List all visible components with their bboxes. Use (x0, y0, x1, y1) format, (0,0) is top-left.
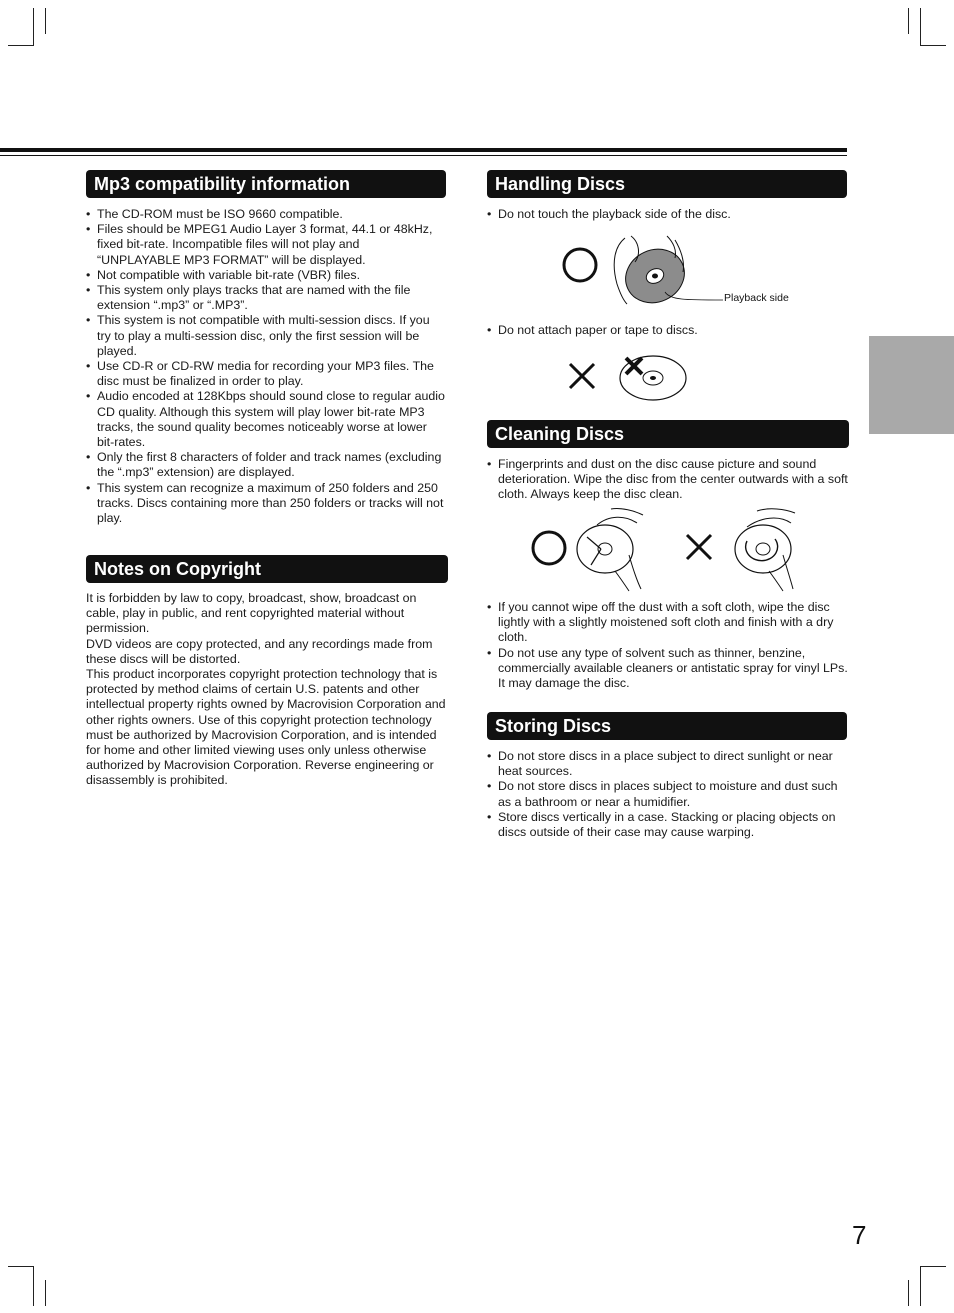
circle-ok-icon (533, 532, 565, 564)
list-item: • If you cannot wipe off the dust with a soft cloth, wipe the disc lightly with a slightly moistened soft cloth and finish with a dry cloth. (487, 600, 849, 646)
disc-icon (617, 240, 693, 312)
list-item: • This system can recognize a maximum of 250 folders and 250 tracks. Discs containing more than 250 folders or tracks will not play. (86, 481, 446, 527)
list-item: • Do not attach paper or tape to discs. (487, 323, 847, 338)
cleaning-section-2 (487, 600, 849, 691)
header-rule-thin (0, 155, 847, 156)
mp3-list (86, 207, 446, 526)
handling-list-1 (487, 207, 847, 222)
list-item: • The CD-ROM must be ISO 9660 compatible. (86, 207, 446, 222)
copyright-heading: Notes on Copyright (86, 555, 448, 583)
disc-icon (577, 525, 633, 573)
playback-side-caption: Playback side (724, 292, 789, 304)
handling-section (487, 170, 847, 222)
list-item: • Do not store discs in a place subject to direct sunlight or near heat sources. (487, 749, 847, 779)
left-column (86, 170, 446, 526)
list-item: • Store discs vertically in a case. Stacking or placing objects on discs outside of their case may cause warping. (487, 810, 847, 840)
handling-section-2 (487, 323, 847, 338)
storing-list (487, 749, 847, 840)
tape-illustration (560, 350, 700, 406)
list-item: • Not compatible with variable bit-rate (VBR) files. (86, 268, 446, 283)
list-item: • Do not store discs in places subject to moisture and dust such as a bathroom or near a humidifier. (487, 779, 847, 809)
list-item: • Audio encoded at 128Kbps should sound close to regular audio CD quality. Although this system will play lower bit-rate MP3 tracks, the sound quality becomes noticeably worse at lower bit-rates. (86, 389, 446, 450)
circle-ok-icon (564, 249, 596, 281)
handling-list-2 (487, 323, 847, 338)
list-item: • Fingerprints and dust on the disc cause picture and sound deterioration. Wipe the disc from the center outwards with a soft cloth. Always keep the disc clean. (487, 457, 849, 503)
storing-section (487, 712, 847, 840)
disc-icon (735, 525, 791, 573)
cross-ng-icon (687, 535, 711, 559)
cleaning-illustration (525, 505, 805, 593)
handling-heading: Handling Discs (487, 170, 847, 198)
storing-heading: Storing Discs (487, 712, 847, 740)
section-tab (869, 336, 954, 434)
copyright-section (86, 555, 448, 789)
header-rule (0, 148, 847, 152)
copyright-paragraph: DVD videos are copy protected, and any recordings made from these discs will be distorted. (86, 636, 433, 666)
list-item: • Files should be MPEG1 Audio Layer 3 format, 44.1 or 48kHz, fixed bit-rate. Incompatible files will not play and “UNPLAYABLE MP3 FORMAT” will be displayed. (86, 222, 446, 268)
copyright-paragraph: This product incorporates copyright protection technology that is protected by method claims of certain U.S. patents and other intellectual property rights owned by Macrovision Corporation and other rights owners. Use of this copyright protection technology must be authorized by Macrovision Corporation, and is intended for home and other limited viewing uses only unless otherwise authorized by Macrovision Corporation. Reverse engineering or disassembly is prohibited. (86, 667, 446, 788)
list-item: • Use CD-R or CD-RW media for recording your MP3 files. The disc must be finalized in order to play. (86, 359, 446, 389)
list-item: • Do not use any type of solvent such as thinner, benzine, commercially available cleaners or antistatic spray for vinyl LPs. It may damage the disc. (487, 646, 849, 692)
handling-illustration (555, 232, 735, 314)
cross-ng-icon (570, 364, 594, 388)
copyright-paragraph: It is forbidden by law to copy, broadcast, show, broadcast on cable, play in public, and rent copyrighted material without permission. (86, 591, 417, 636)
cleaning-list-1 (487, 457, 849, 503)
list-item: • This system is not compatible with multi-session discs. If you try to play a multi-session disc, only the first session will be played. (86, 313, 446, 359)
list-item: • Do not touch the playback side of the disc. (487, 207, 847, 222)
cleaning-list-2 (487, 600, 849, 691)
cleaning-section (487, 420, 849, 503)
list-item: • This system only plays tracks that are named with the file extension “.mp3” or “.MP3”. (86, 283, 446, 313)
cleaning-heading: Cleaning Discs (487, 420, 849, 448)
page-number: 7 (852, 1220, 867, 1250)
mp3-heading: Mp3 compatibility information (86, 170, 446, 198)
list-item: • Only the first 8 characters of folder and track names (excluding the “.mp3” extension) are displayed. (86, 450, 446, 480)
